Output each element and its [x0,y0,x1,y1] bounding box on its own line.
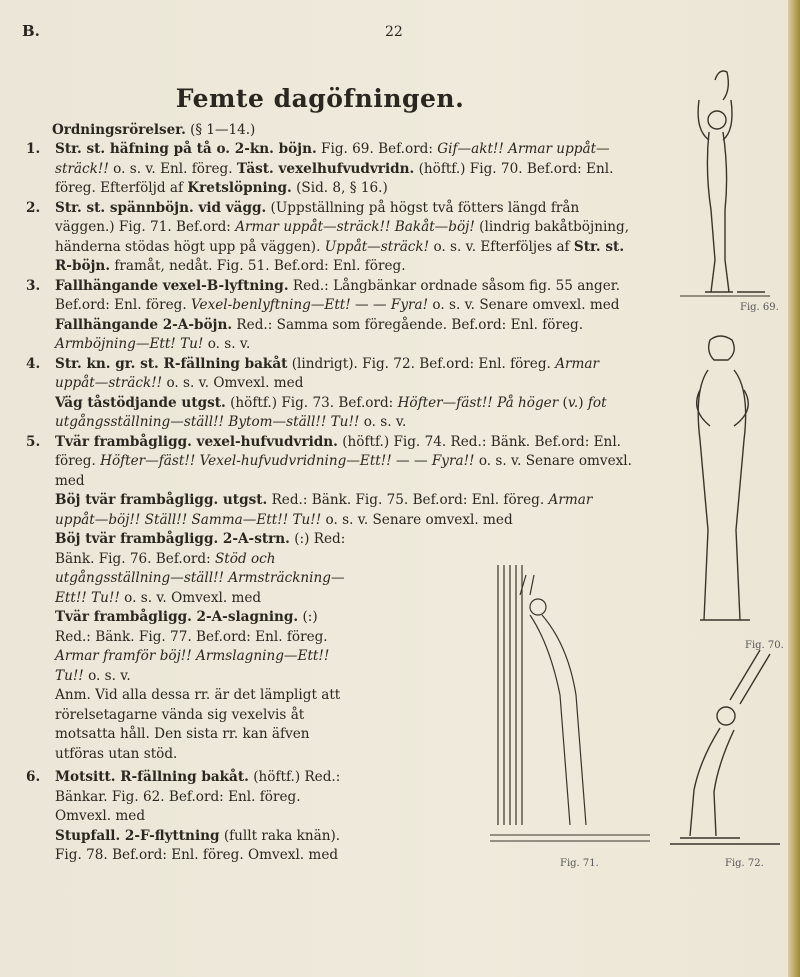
exercise-number: 2. [26,199,41,216]
exercise-number: 4. [26,355,41,372]
body-text: Red.: Samma som föregående. Bef.ord: Enl. föreg. [232,316,584,333]
body-text: o. s. v. Omvexl. med [162,375,304,391]
figure-70-drawing [670,330,780,630]
command-text: Vexel-benlyftning—Ett! [190,297,351,313]
figure-72-drawing [660,640,790,850]
body-text: (:) Red: Bänk. Fig. 76. Bef.ord: [55,531,346,567]
command-text: Fyra! [390,297,429,313]
exercise-item [26,277,636,355]
exercise-name: Fallhängande 2-A-böjn. [55,316,233,333]
command-text: Höfter—fäst!! Vexel-hufvudvridning—Ett!! [100,453,392,469]
command-text: Armar uppåt—sträck!! Bakåt—böj! [235,219,475,235]
exercise-name: Böj tvär frambågligg. 2-A-strn. [55,531,290,547]
subtitle-lead: Ordningsrörelser. [52,122,186,138]
body-text: (Sid. 8, § 16.) [291,180,388,196]
body-text: Anm. Vid alla dessa rr. är det lämpligt att rörelsetagarne vända sig vexelvis åt motsatta håll. Den sista rr. kan äfven utföras utan stöd. [55,687,341,762]
command-text: Armar framför böj!! Armslagning—Ett!! Tu!! [55,648,330,684]
command-text: fot utgångsställning—ställ!! Bytom—ställ!! Tu!! [55,394,607,430]
body-text: Red.: Långbänkar ordnade såsom fig. 55 anger. Bef.ord: Enl. föreg. [55,277,621,313]
exercise-name: Str. kn. gr. st. R-fällning bakåt [55,355,288,372]
body-text: o. s. v. Senare omvexl. med [428,297,620,313]
exercise-name: Tvär frambågligg. vexel-hufvudvridn. [55,433,338,450]
body-text: ( [558,394,568,411]
body-text: (:) Red.: Bänk. Fig. 77. Bef.ord: Enl. föreg. [55,609,328,645]
command-text: Uppåt—sträck! [324,238,430,255]
body-text: (höftf.) Red.: Bänkar. Fig. 62. Bef.ord: Enl. föreg. Omvexl. med [55,769,341,824]
body-text: — — [350,297,391,313]
body-text: o. s. v. Omvexl. med [119,589,262,606]
exercise-number: 1. [26,141,41,157]
command-text: Armar uppåt—sträck!! [55,355,600,391]
exercise-name: Täst. vexelhufvudvridn. [236,160,415,177]
exercise-paragraph [55,530,355,608]
fig-70-caption: Fig. 70. [745,640,784,651]
exercise-paragraph [55,355,636,394]
fig-72-caption: Fig. 72. [725,858,764,869]
body-text: Red.: Bänk. Fig. 75. Bef.ord: Enl. föreg. [267,492,549,508]
body-text: (höftf.) Fig. 70. Bef.ord: Enl. föreg. Efterföljd af [55,160,614,196]
command-text: Gif—akt!! Armar uppåt—sträck!! [55,141,610,177]
exercise-number: 3. [26,277,41,294]
exercise-name: Motsitt. R-fällning bakåt. [55,769,249,785]
exercise-paragraph [55,433,636,492]
exercise-paragraph [55,827,355,866]
command-text: Armar uppåt—böj!! Ställ!! Samma—Ett!! Tu!! [55,492,593,528]
body-text: ) [578,394,588,411]
exercise-name: Fallhängande vexel-B-lyftning. [55,277,289,294]
body-text: o. s. v. Efterföljes af [429,238,574,255]
page-number: 22 [385,24,403,40]
body-text: (Uppställning på högst två fötters längd från väggen.) Fig. 71. Bef.ord: [55,199,580,235]
exercise-name: Str. st. häfning på tå o. 2-kn. böjn. [55,141,317,157]
body-text: (höftf.) Fig. 73. Bef.ord: [225,394,398,411]
exercise-name: Str. st. R-böjn. [55,238,625,274]
exercise-number: 5. [26,433,41,450]
page-letter: B. [22,22,40,40]
fig-69-caption: Fig. 69. [740,302,779,313]
body-text: o. s. v. Senare omvexl. med [55,453,632,489]
fig-71-caption: Fig. 71. [560,858,599,869]
body-text: o. s. v. Enl. föreg. [108,160,237,177]
body-text: o. s. v. [203,336,251,352]
command-text: Armböjning—Ett! Tu! [55,336,204,352]
body-text: o. s. v. Senare omvexl. med [321,511,513,528]
body-text: o. s. v. [359,414,407,430]
body-text: framåt, nedåt. Fig. 51. Bef.ord: Enl. föreg. [110,258,406,274]
exercise-paragraph [55,768,355,827]
exercise-number: 6. [26,769,41,785]
exercise-name: Str. st. spännböjn. vid vägg. [55,199,267,216]
section-subtitle [52,122,255,138]
page-title: Femte dagöfningen. [175,84,465,113]
exercise-paragraph [55,491,636,530]
exercise-item [26,355,636,433]
body-text: (höftf.) Fig. 74. Red.: Bänk. Bef.ord: Enl. föreg. [55,433,621,469]
subtitle-paren: (§ 1—14.) [190,122,256,138]
exercise-item [26,199,636,277]
exercise-paragraph [55,277,636,316]
exercise-paragraph [55,316,636,355]
body-text: Fig. 69. Bef.ord: [316,141,438,157]
body-text: (lindrig bakåtböjning, händerna stödas högt upp på väggen). [55,219,630,255]
exercise-name: Tvär frambågligg. 2-A-slagning. [55,609,299,625]
body-text: o. s. v. [83,667,131,684]
exercise-paragraph [55,199,636,277]
command-text: Fyra!! [431,453,475,469]
figure-71-drawing [490,555,650,855]
exercise-item [26,140,636,199]
body-text: (fullt raka knän). Fig. 78. Bef.ord: Enl. föreg. Omvexl. med [55,827,341,863]
command-text: Stöd och utgångsställning—ställ!! Armsträckning—Ett!! Tu!! [55,550,345,606]
body-text: (lindrigt). Fig. 72. Bef.ord: Enl. föreg. [287,355,556,372]
body-text: — — [391,453,432,469]
exercise-name: Kretslöpning. [187,180,292,196]
exercise-name: Stupfall. 2-F-flyttning [55,827,220,844]
exercise-name: Böj tvär frambågligg. utgst. [55,492,268,508]
exercise-paragraph [55,140,636,199]
command-text: v. [567,394,579,411]
exercise-paragraph [55,394,636,433]
command-text: Höfter—fäst!! På höger [397,394,559,411]
figure-69-drawing [675,60,775,300]
exercise-paragraph [55,608,355,686]
exercise-name: Väg tåstödjande utgst. [55,394,226,411]
exercise-paragraph [55,686,355,764]
